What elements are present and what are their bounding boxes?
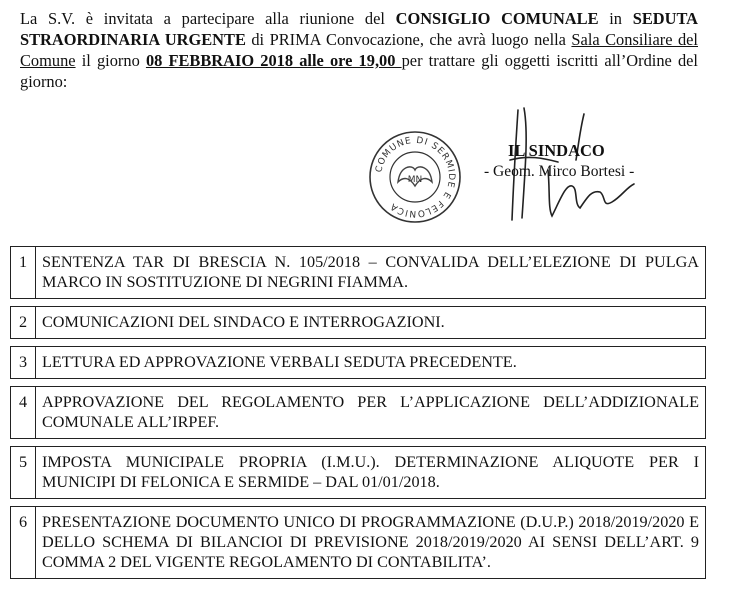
agenda-item-text: COMUNICAZIONI DEL SINDACO E INTERROGAZIONI. [36, 307, 706, 339]
intro-text-5: per trattare gli oggetti iscritti all’Ordine del giorno: [20, 51, 698, 91]
seal-center-text: MN [407, 175, 423, 185]
agenda-item-text: LETTURA ED APPROVAZIONE VERBALI SEDUTA PRECEDENTE. [36, 347, 706, 379]
agenda-item-number: 1 [11, 247, 36, 299]
agenda-row [11, 247, 706, 299]
agenda-item-number: 3 [11, 347, 36, 379]
mayor-name: - Geom. Mirco Bortesi - [484, 163, 635, 180]
agenda-row [11, 347, 706, 379]
agenda-item-text: IMPOSTA MUNICIPALE PROPRIA (I.M.U.). DETERMINAZIONE ALIQUOTE PER I MUNICIPI DI FELONICA E SERMIDE – DAL 01/01/2018. [36, 447, 706, 499]
agenda-row [11, 307, 706, 339]
agenda-item-text: APPROVAZIONE DEL REGOLAMENTO PER L’APPLICAZIONE DELL’ADDIZIONALE COMUNALE ALL’IRPEF. [36, 387, 706, 439]
intro-text-4: il giorno [75, 51, 146, 70]
agenda-item-number: 6 [11, 507, 36, 579]
agenda-item-number: 5 [11, 447, 36, 499]
agenda-row [11, 447, 706, 499]
council-name: CONSIGLIO COMUNALE [395, 9, 599, 28]
municipal-seal-stamp [368, 130, 462, 224]
agenda-table [10, 246, 706, 579]
agenda-item-text: SENTENZA TAR DI BRESCIA N. 105/2018 – CONVALIDA DELL’ELEZIONE DI PULGA MARCO IN SOSTITUZIONE DI NEGRINI FIAMMA. [36, 247, 706, 299]
meeting-place: Sala Consiliare del Comune [20, 30, 698, 70]
intro-text-1: La S.V. è invitata a partecipare alla riunione del [20, 9, 396, 28]
session-type: SEDUTA STRAORDINARIA URGENTE [20, 9, 698, 49]
agenda-row [11, 387, 706, 439]
seal-ring-text: COMUNE DI SERMIDE E FELONICA [374, 135, 457, 219]
intro-text-3: di PRIMA Convocazione, che avrà luogo nella [245, 30, 572, 49]
agenda-item-text: PRESENTAZIONE DOCUMENTO UNICO DI PROGRAMMAZIONE (D.U.P.) 2018/2019/2020 E DELLO SCHEMA DI BILANCIOI DI PREVISIONE 2018/2019/2020 AI SENSI DELL’ART. 9 COMMA 2 DEL VIGENTE REGOLAMENTO DI CONTABILITA’. [36, 507, 706, 579]
agenda-row [11, 507, 706, 579]
agenda-item-number: 4 [11, 387, 36, 439]
convocation-paragraph [20, 8, 698, 92]
mayor-title: IL SINDACO [508, 141, 605, 160]
intro-text-2: in [598, 9, 633, 28]
agenda-item-number: 2 [11, 307, 36, 339]
meeting-date: 08 FEBBRAIO 2018 alle ore 19,00 [145, 51, 402, 70]
